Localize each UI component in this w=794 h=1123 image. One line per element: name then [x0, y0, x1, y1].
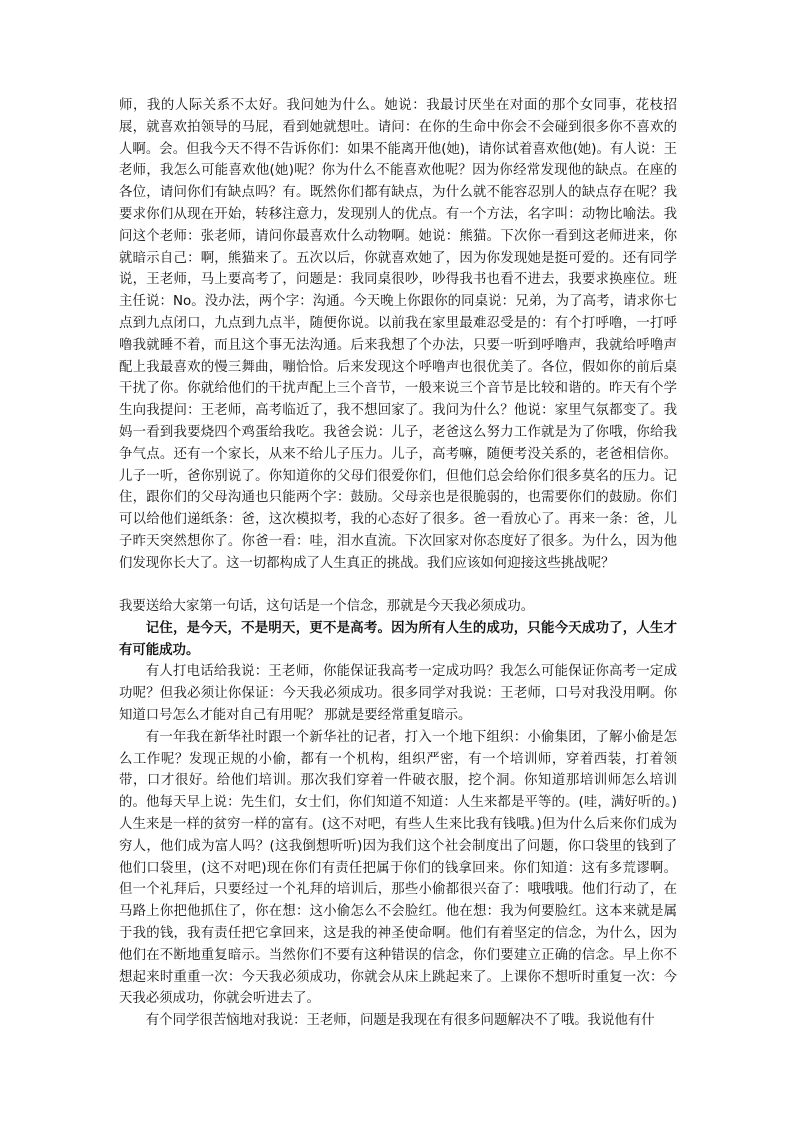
paragraph-key-message: 记住，是今天，不是明天，更不是高考。因为所有人生的成功，只能今天成功了，人生才有可能成功。 — [119, 620, 677, 658]
paragraph-first-sentence-intro: 我要送给大家第一句话，这句话是一个信念，那就是今天我必须成功。 — [119, 599, 535, 614]
paragraph-thief-story: 有一年我在新华社时跟一个新华社的记者，打入一个地下组织：小偷集团，了解小偷是怎么工作呢？发现正规的小偷，都有一个机构，组织严密，有一个培训师，穿着西装，打着领带，口才很好。给他们培训。那次我们穿着一件破衣服，挖个洞。你知道那培训师怎么培训的。他每天早上说：先生们，女士们，你们知道不知道：人生来都是平等的。(哇，满好听的。)人生来是一样的贫穷一样的富有。(这不对吧，有些人生来比我有钱哦。)但为什么后来你们成为穷人，他们成为富人吗？(这我倒想听听)因为我们这个社会制度出了问题，你口袋里的钱到了他们口袋里，(这不对吧)现在你们有责任把属于你们的钱拿回来。你们知道：这有多荒谬啊。但一个礼拜后，只要经过一个礼拜的培训后，那些小偷都很兴奋了：哦哦哦。他们行动了，在马路上你把他抓住了，你在想：这小偷怎么不会脸红。他在想：我为何要脸红。这本来就是属于我的钱，我有责任把它拿回来，这是我的神圣使命啊。他们有着坚定的信念，为什么，因为他们在不断地重复暗示。当然你们不要有这种错误的信念，你们要建立正确的信念。早上你不想起来时重重一次：今天我必须成功，你就会从床上跳起来了。上课你不想听时重复一次：今天我必须成功，你就会听进去了。 — [119, 729, 677, 1007]
paragraph-interpersonal-relations: 师，我的人际关系不太好。我问她为什么。她说：我最讨厌坐在对面的那个女同事，花枝招展，就喜欢拍领导的马屁，看到她就想吐。请问：在你的生命中你会不会碰到很多你不喜欢的人啊。会。但我今天不得不告诉你们：如果不能离开他(她)，请你试着喜欢他(她)。有人说：王老师，我怎么可能喜欢他(她)呢？你为什么不能喜欢他呢？因为你经常发现他的缺点。在座的各位，请问你们有缺点吗？有。既然你们都有缺点，为什么就不能容忍别人的缺点存在呢？我要求你们从现在开始，转移注意力，发现别人的优点。有一个方法，名字叫：动物比喻法。我问这个老师：张老师，请问你最喜欢什么动物啊。她说：熊猫。下次你一看到这老师进来，你就暗示自己：啊，熊猫来了。五次以后，你就喜欢她了，因为你发现她是挺可爱的。还有同学说，王老师，马上要高考了，问题是：我同桌很吵，吵得我书也看不进去，我要求换座位。班主任说：No。没办法，两个字：沟通。今天晚上你跟你的同桌说：兄弟，为了高考，请求你七点到九点闭口，九点到九点半，随便你说。以前我在家里最难忍受是的：有个打呼噜，一打呼噜我就睡不着，而且这个事无法沟通。后来我想了个办法，只要一听到呼噜声，我就给呼噜声配上我最喜欢的慢三舞曲，嘣恰恰。后来发现这个呼噜声也很优美了。各位，假如你的前后桌干扰了你。你就给他们的干扰声配上三个音节，一般来说三个音节是比较和谐的。昨天有个学生向我提问：王老师，高考临近了，我不想回家了。我问为什么？他说：家里气氛都变了。我妈一看到我要烧四个鸡蛋给我吃。我爸会说：儿子，老爸这么努力工作就是为了你哦，你给我争气点。还有一个家长，从来不给儿子压力。儿子，高考嘛，随便考没关系的，老爸相信你。儿子一听，爸你别说了。你知道你的父母们很爱你们，但他们总会给你们很多莫名的压力。记住，跟你们的父母沟通也只能两个字：鼓励。父母亲也是很脆弱的，也需要你们的鼓励。你们可以给他们递纸条：爸，这次模拟考，我的心态好了很多。爸一看放心了。再来一条：爸，儿子昨天突然想你了。你爸一看：哇，泪水直流。下次回家对你态度好了很多。为什么，因为他们发现你长大了。这一切都构成了人生真正的挑战。我们应该如何迎接这些挑战呢？ — [119, 98, 677, 571]
paragraph-student-problem: 有个同学很苦恼地对我说：王老师，问题是我现在有很多问题解决不了哦。我说他有什 — [145, 1013, 655, 1029]
paragraph-phone-call: 有人打电话给我说：王老师，你能保证我高考一定成功吗？我怎么可能保证你高考一定成功呢？但我必须让你保证：今天我必须成功。很多同学对我说：王老师，口号对我没用啊。你知道口号怎么才能对自己有用呢？ 那就是要经常重复暗示。 — [119, 664, 677, 723]
body-text-bottom — [119, 596, 677, 1032]
body-text-top — [119, 95, 677, 575]
